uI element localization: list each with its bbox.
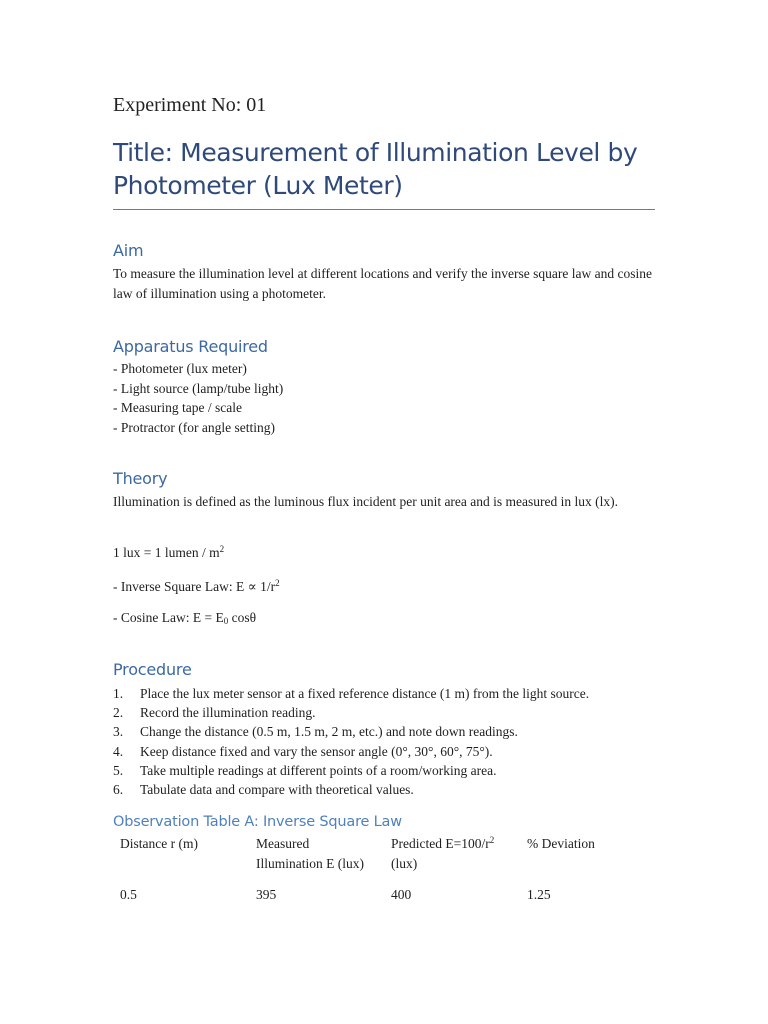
cosine-law: - Cosine Law: $E = E_0$ cosθ	[113, 610, 257, 626]
list-item: 2. Record the illumination reading.	[113, 705, 316, 721]
apparatus-item: - Measuring tape / scale	[113, 400, 242, 415]
list-item: 6. Tabulate data and compare with theoretical values.	[113, 782, 414, 798]
apparatus-item: - Protractor (for angle setting)	[113, 419, 275, 435]
list-item: 4. Keep distance fixed and vary the sensor angle (0°, 30°, 60°, 75°).	[113, 743, 493, 759]
procedure-list	[113, 684, 653, 799]
list-item: 3. Change the distance (0.5 m, 1.5 m, 2 m, etc.) and note down readings.	[113, 724, 518, 740]
list-item: 5. Take multiple readings at different points of a room/working area.	[113, 762, 497, 778]
cell-deviation: 1.25	[527, 887, 551, 902]
procedure-heading: Procedure	[113, 660, 192, 679]
apparatus-item: - Photometer (lux meter)	[113, 361, 247, 376]
header-measured: Measured Illumination E (lux)	[256, 836, 364, 871]
apparatus-list	[113, 359, 653, 437]
document-title: Title: Measurement of Illumination Level by Photometer (Lux Meter)	[113, 138, 638, 200]
cell-measured: 395	[256, 887, 277, 902]
header-predicted: Predicted $E=100/r^2$ (lux)	[391, 835, 495, 871]
aim-heading: Aim	[113, 241, 144, 260]
cell-distance: 0.5	[120, 887, 137, 902]
theory-paragraph: Illumination is defined as the luminous flux incident per unit area and is measured in lux (lx).	[113, 494, 619, 509]
header-deviation: % Deviation	[527, 836, 595, 851]
table-a-heading: Observation Table A: Inverse Square Law	[113, 814, 402, 830]
apparatus-heading: Apparatus Required	[113, 337, 268, 356]
lux-definition: 1 lux = 1 lumen / $m^2$	[113, 544, 225, 560]
aim-text: To measure the illumination level at different locations and verify the inverse square law and cosine law of illumination using a photometer.	[113, 266, 652, 301]
inverse-square-law: - Inverse Square Law: $E \propto 1/r^2$	[113, 578, 280, 594]
header-distance: Distance r (m)	[120, 836, 198, 851]
experiment-number: Experiment No: 01	[113, 94, 267, 116]
cell-predicted: 400	[391, 887, 412, 902]
apparatus-item: - Light source (lamp/tube light)	[113, 380, 284, 396]
title-underline	[113, 209, 655, 210]
theory-heading: Theory	[113, 469, 168, 488]
list-item: 1. Place the lux meter sensor at a fixed reference distance (1 m) from the light source.	[113, 686, 590, 701]
